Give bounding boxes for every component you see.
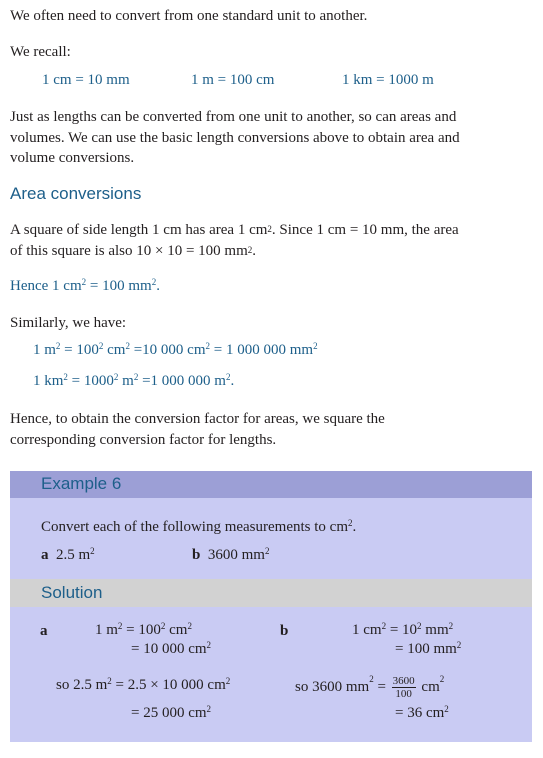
solution-a-line4: = 25 000 $cm^2$ [131, 704, 212, 721]
solution-header [10, 579, 532, 607]
solution-b-label: b [280, 623, 289, 639]
example-part-a: a 2.5 $m^2$ [41, 546, 95, 563]
conversion-paragraph: Just as lengths can be converted from one unit to another, so can areas and volumes. We can use the basic length conversions above to obtain area and volume conversions. [10, 109, 460, 166]
recall-m-cm: 1 m = 100 cm [191, 72, 275, 88]
solution-title: Solution [41, 583, 103, 602]
example-box [10, 471, 532, 742]
squaring-paragraph: Hence, to obtain the conversion factor for areas, we square the corresponding conversion factor for lengths. [10, 411, 385, 448]
similarly-text: Similarly, we have: [10, 315, 127, 331]
solution-a-label: a [40, 623, 48, 639]
solution-b-line2: = 100 $mm^2$ [395, 640, 462, 657]
example-prompt: Convert each of the following measurements to $cm^2$. [41, 518, 357, 535]
square-paragraph: A square of side length 1 cm has area 1 $cm^2$. Since 1 cm = 10 mm, the area of this square is also 10 × 10 = 100 $mm^2$. [10, 222, 459, 259]
recall-km-m: 1 km = 1000 m [342, 72, 434, 88]
fraction-3600-over-100: $\frac{3600}{100}$ [392, 675, 415, 701]
hence-statement: Hence 1 $cm^2 = 100$ $mm^2$. [10, 277, 160, 294]
example-part-b: b 3600 $mm^2$ [192, 546, 270, 563]
example-header [10, 471, 532, 498]
section-heading: Area conversions [10, 184, 142, 203]
solution-a-line2: = 10 000 $cm^2$ [131, 640, 212, 657]
intro-text: We often need to convert from one standard unit to another. [10, 8, 368, 24]
equation-km2: 1 $km^2 = 1000^2$ $m^2 =1$ 000 000 $m^2$. [33, 372, 235, 389]
solution-b-line3: so 3600 $mm^2$ = $\frac{3600}{100}$ $cm^2$ [295, 674, 445, 701]
solution-b-line4: = 36 $cm^2$ [395, 704, 449, 721]
recall-label: We recall: [10, 44, 71, 60]
solution-b-line1: 1 $cm^2 = 10^2$ $mm^2$ [352, 621, 454, 638]
example-title: Example 6 [41, 474, 122, 493]
recall-cm-mm: 1 cm = 10 mm [42, 72, 130, 88]
equation-m2: 1 $m^2 = 100^2$ $cm^2 =10$ 000 $cm^2 = 1$ 000 000 $mm^2$ [33, 341, 318, 358]
solution-a-line1: 1 $m^2 = 100^2$ $cm^2$ [95, 621, 192, 638]
solution-a-line3: so 2.5 $m^2 = 2.5 \times 10$ 000 $cm^2$ [56, 676, 231, 693]
